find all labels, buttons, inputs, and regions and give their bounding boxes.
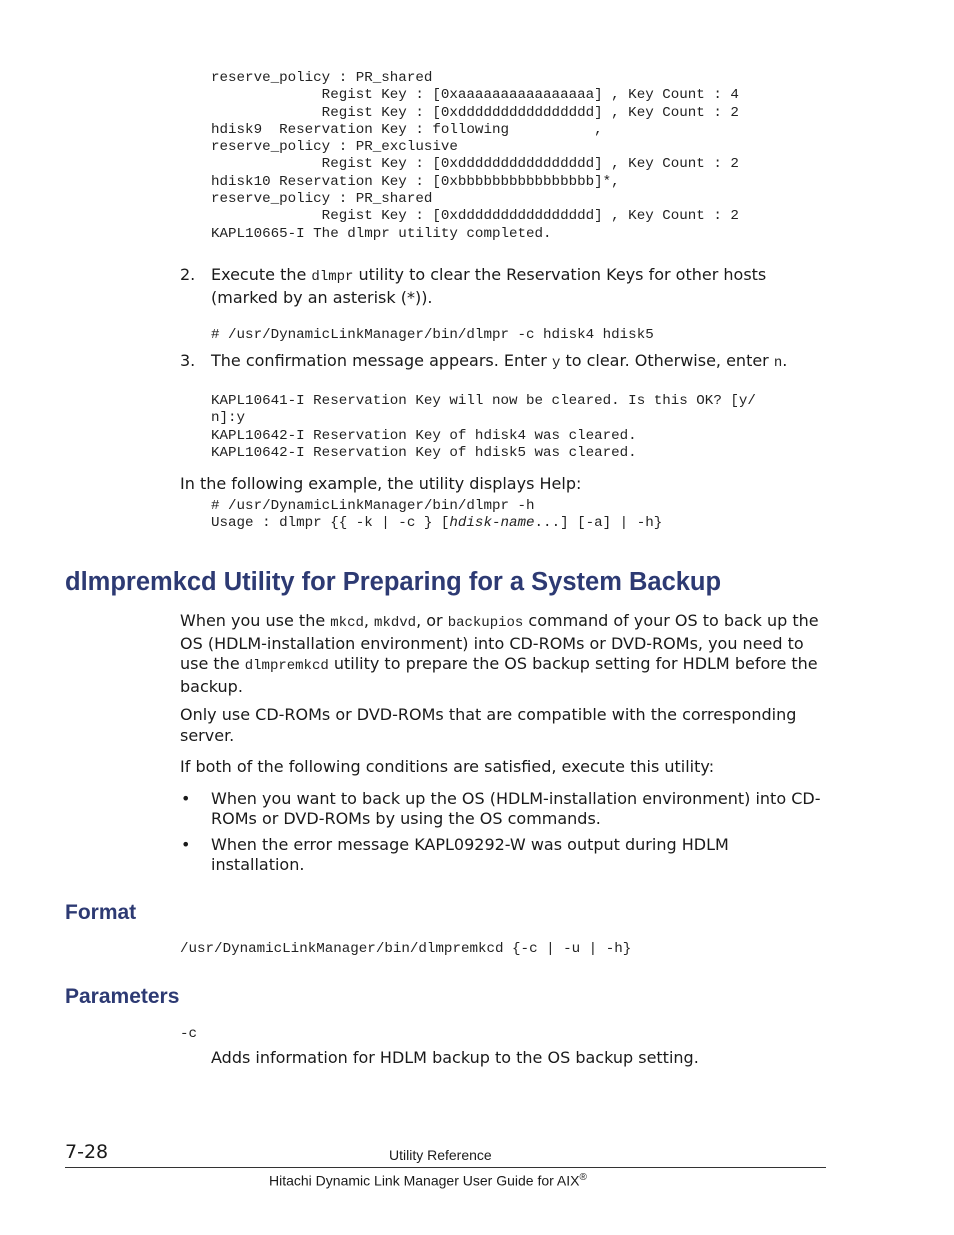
code-line: # /usr/DynamicLinkManager/bin/dlmpr -h bbox=[211, 498, 535, 514]
section-paragraph-1: When you use the mkcd, mkdvd, or backupios command of your OS to back up the OS (HDLM-installation environment) into CD-ROMs or DVD-ROMs, you need to use the dlmpremkcd utility to prepare the OS backup setting for HDLM before the backup. bbox=[180, 611, 819, 696]
code-line: Regist Key : [0xaaaaaaaaaaaaaaaa] , Key Count : 4 bbox=[211, 87, 739, 104]
footer-chapter: Utility Reference bbox=[389, 1147, 492, 1163]
code-block-reservation-output bbox=[211, 70, 739, 243]
code-line: hdisk9 Reservation Key : following , bbox=[211, 121, 603, 138]
code-line: Regist Key : [0xdddddddddddddddd] , Key Count : 2 bbox=[211, 104, 739, 121]
section-paragraph-3: If both of the following conditions are satisfied, execute this utility: bbox=[180, 757, 715, 776]
parameter-description: Adds information for HDLM backup to the OS backup setting. bbox=[211, 1048, 699, 1067]
section-paragraph-2: Only use CD-ROMs or DVD-ROMs that are compatible with the corresponding server. bbox=[180, 705, 797, 745]
code-line: KAPL10665-I The dlmpr utility completed. bbox=[211, 225, 552, 242]
page-number: 7-28 bbox=[65, 1141, 109, 1163]
code-line: hdisk10 Reservation Key : [0xbbbbbbbbbbbbbbbb]*, bbox=[211, 173, 620, 190]
code-line: reserve_policy : PR_exclusive bbox=[211, 139, 458, 156]
section-title: dlmpremkcd Utility for Preparing for a System Backup bbox=[65, 568, 722, 596]
code-block-confirmation bbox=[211, 393, 756, 462]
code-line: KAPL10642-I Reservation Key of hdisk5 was cleared. bbox=[211, 444, 637, 461]
list-item: When you want to back up the OS (HDLM-installation environment) into CD-ROMs or DVD-ROMs by using the OS commands. bbox=[211, 789, 821, 828]
code-line: KAPL10642-I Reservation Key of hdisk4 was cleared. bbox=[211, 427, 637, 444]
step-number: 2. bbox=[180, 265, 196, 284]
step-number: 3. bbox=[180, 351, 196, 370]
help-intro: In the following example, the utility displays Help: bbox=[180, 474, 582, 493]
inline-command: dlmpr bbox=[311, 269, 354, 285]
code-line: KAPL10641-I Reservation Key will now be cleared. Is this OK? [y/ bbox=[211, 393, 756, 409]
step-text: The confirmation message appears. Enter y to clear. Otherwise, enter n. bbox=[211, 351, 788, 371]
list-item: When the error message KAPL09292-W was output during HDLM installation. bbox=[211, 835, 729, 874]
code-block-help bbox=[211, 498, 662, 533]
code-line: reserve_policy : PR_shared bbox=[211, 70, 433, 86]
bullet-marker: • bbox=[181, 835, 191, 854]
code-line: n]:y bbox=[211, 410, 246, 427]
footer-guide-title: Hitachi Dynamic Link Manager User Guide for AIX® bbox=[269, 1172, 587, 1189]
code-line: Regist Key : [0xdddddddddddddddd] , Key Count : 2 bbox=[211, 208, 739, 225]
code-line: Usage : dlmpr {{ -k | -c } [hdisk-name...] [-a] | -h} bbox=[211, 515, 663, 532]
format-heading: Format bbox=[65, 901, 137, 924]
format-code: /usr/DynamicLinkManager/bin/dlmpremkcd {-c | -u | -h} bbox=[180, 941, 632, 957]
parameter-name: -c bbox=[180, 1026, 198, 1042]
footer-divider bbox=[65, 1167, 826, 1168]
step-text: Execute the dlmpr utility to clear the Reservation Keys for other hosts (marked by an asterisk (*)). bbox=[211, 265, 767, 307]
code-line: reserve_policy : PR_shared bbox=[211, 191, 433, 208]
parameters-heading: Parameters bbox=[65, 985, 180, 1008]
bullet-marker: • bbox=[181, 789, 191, 808]
code-line: Regist Key : [0xdddddddddddddddd] , Key Count : 2 bbox=[211, 156, 739, 173]
code-block-clear-command: # /usr/DynamicLinkManager/bin/dlmpr -c hdisk4 hdisk5 bbox=[211, 327, 654, 343]
